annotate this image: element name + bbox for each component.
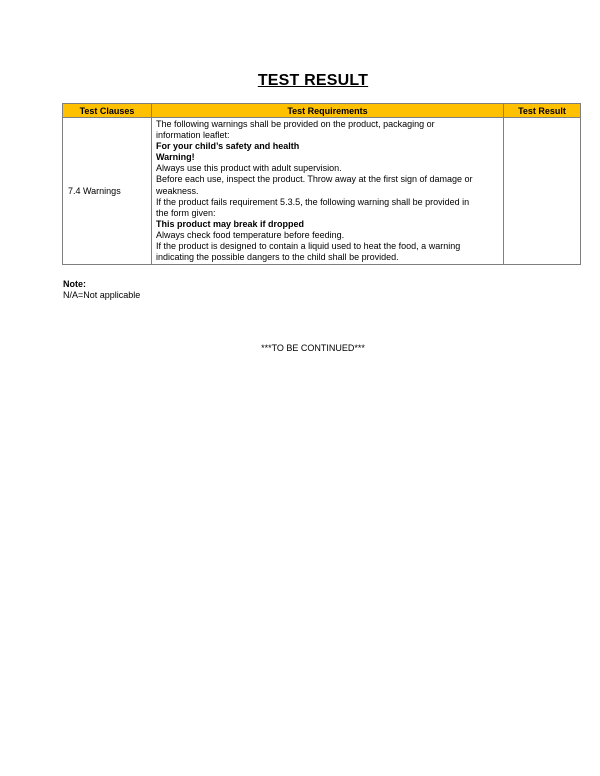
result-cell	[504, 118, 581, 265]
header-test-result: Test Result	[504, 104, 581, 118]
test-result-table	[62, 103, 581, 265]
requirement-line-bold: Warning!	[156, 152, 195, 163]
requirement-line: information leaflet:	[156, 130, 230, 141]
note-text: N/A=Not applicable	[63, 290, 141, 300]
table-header-row	[63, 104, 581, 118]
note-block	[63, 279, 140, 301]
requirement-line: Always use this product with adult supervision.	[156, 163, 342, 174]
header-test-clauses: Test Clauses	[63, 104, 152, 118]
clause-cell: 7.4 Warnings	[63, 118, 152, 265]
requirement-line: Before each use, inspect the product. Throw away at the first sign of damage or	[156, 174, 473, 185]
table-row	[63, 118, 581, 265]
requirement-line-bold: For your child’s safety and health	[156, 141, 300, 152]
note-heading: Note:	[63, 279, 86, 289]
requirement-line-bold: This product may break if dropped	[156, 218, 305, 229]
requirement-line: Always check food temperature before feeding.	[156, 229, 345, 240]
to-be-continued-text: ***TO BE CONTINUED***	[261, 343, 365, 353]
requirement-line: If the product fails requirement 5.3.5, the following warning shall be provided in	[156, 196, 470, 207]
requirement-line: If the product is designed to contain a liquid used to heat the food, a warning	[156, 241, 461, 252]
header-test-requirements: Test Requirements	[152, 104, 504, 118]
requirements-cell	[152, 118, 504, 265]
page-title: TEST RESULT	[257, 72, 369, 89]
requirement-line: weakness.	[156, 185, 199, 196]
requirement-line: The following warnings shall be provided on the product, packaging or	[156, 119, 435, 129]
requirement-line: indicating the possible dangers to the child shall be provided.	[156, 252, 399, 263]
requirement-line: the form given:	[156, 207, 216, 218]
